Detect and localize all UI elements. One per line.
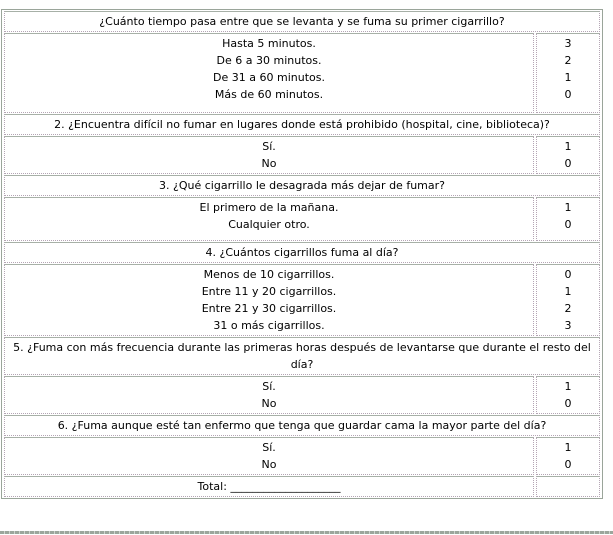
option-score: 2 (564, 54, 572, 67)
options-cell (4, 437, 534, 475)
score-cell (536, 197, 600, 241)
options-cell (4, 33, 534, 113)
total-cell (4, 476, 534, 497)
option-score: 1 (564, 285, 572, 298)
options-row (4, 33, 600, 113)
option-score: 0 (564, 88, 572, 101)
option-label: Entre 11 y 20 cigarrillos. (201, 285, 337, 298)
options-cell (4, 197, 534, 241)
score-cell (536, 376, 600, 414)
option-label: Entre 21 y 30 cigarrillos. (201, 302, 337, 315)
option-score: 1 (564, 71, 572, 84)
options-cell (4, 376, 534, 414)
option-score: 3 (564, 319, 572, 332)
score-cell (536, 264, 600, 336)
option-score: 0 (564, 268, 572, 281)
option-label: Más de 60 minutos. (214, 88, 324, 101)
option-label: Sí. (262, 441, 276, 454)
option-score: 1 (564, 140, 572, 153)
option-score: 2 (564, 302, 572, 315)
question-row (4, 175, 600, 196)
option-label: Hasta 5 minutos. (222, 37, 316, 50)
question-text: 3. ¿Qué cigarrillo le desagrada más dejar de fumar? (4, 175, 600, 196)
question-row (4, 337, 600, 375)
questionnaire-table (1, 9, 603, 499)
total-row (4, 476, 600, 497)
option-score: 1 (564, 380, 572, 393)
options-cell (4, 264, 534, 336)
option-label: No (261, 397, 277, 410)
question-text: 4. ¿Cuántos cigarrillos fuma al día? (4, 242, 600, 263)
option-score: 0 (564, 397, 572, 410)
bottom-divider (0, 531, 613, 534)
option-label: Cualquier otro. (228, 218, 310, 231)
option-label: El primero de la mañana. (199, 201, 339, 214)
score-cell (536, 33, 600, 113)
options-row (4, 197, 600, 241)
option-score: 1 (564, 441, 572, 454)
option-score: 1 (564, 201, 572, 214)
total-label: Total: (197, 480, 227, 493)
option-score: 0 (564, 458, 572, 471)
question-text: 2. ¿Encuentra difícil no fumar en lugares donde está prohibido (hospital, cine, biblioteca)? (4, 114, 600, 135)
question-row (4, 415, 600, 436)
options-cell (4, 136, 534, 174)
option-label: Sí. (262, 380, 276, 393)
option-label: Sí. (262, 140, 276, 153)
option-label: Menos de 10 cigarrillos. (203, 268, 335, 281)
score-cell (536, 136, 600, 174)
question-row (4, 242, 600, 263)
options-row (4, 437, 600, 475)
score-cell (536, 437, 600, 475)
options-row (4, 376, 600, 414)
question-text: ¿Cuánto tiempo pasa entre que se levanta y se fuma su primer cigarrillo? (4, 11, 600, 32)
options-list (9, 199, 529, 239)
option-score: 0 (564, 157, 572, 170)
question-text: 6. ¿Fuma aunque esté tan enfermo que tenga que guardar cama la mayor parte del día? (4, 415, 600, 436)
option-label: De 31 a 60 minutos. (213, 71, 325, 84)
total-blank-line: ____________________ (230, 480, 341, 493)
total-score-cell (536, 476, 600, 497)
option-label: De 6 a 30 minutos. (216, 54, 322, 67)
options-row (4, 136, 600, 174)
options-list (9, 35, 529, 111)
options-row (4, 264, 600, 336)
question-row (4, 11, 600, 32)
option-label: 31 o más cigarrillos. (213, 319, 325, 332)
question-text: 5. ¿Fuma con más frecuencia durante las primeras horas después de levantarse que durante el resto del día? (4, 337, 600, 375)
option-label: No (261, 458, 277, 471)
option-score: 0 (564, 218, 572, 231)
option-score: 3 (564, 37, 572, 50)
question-row (4, 114, 600, 135)
option-label: No (261, 157, 277, 170)
